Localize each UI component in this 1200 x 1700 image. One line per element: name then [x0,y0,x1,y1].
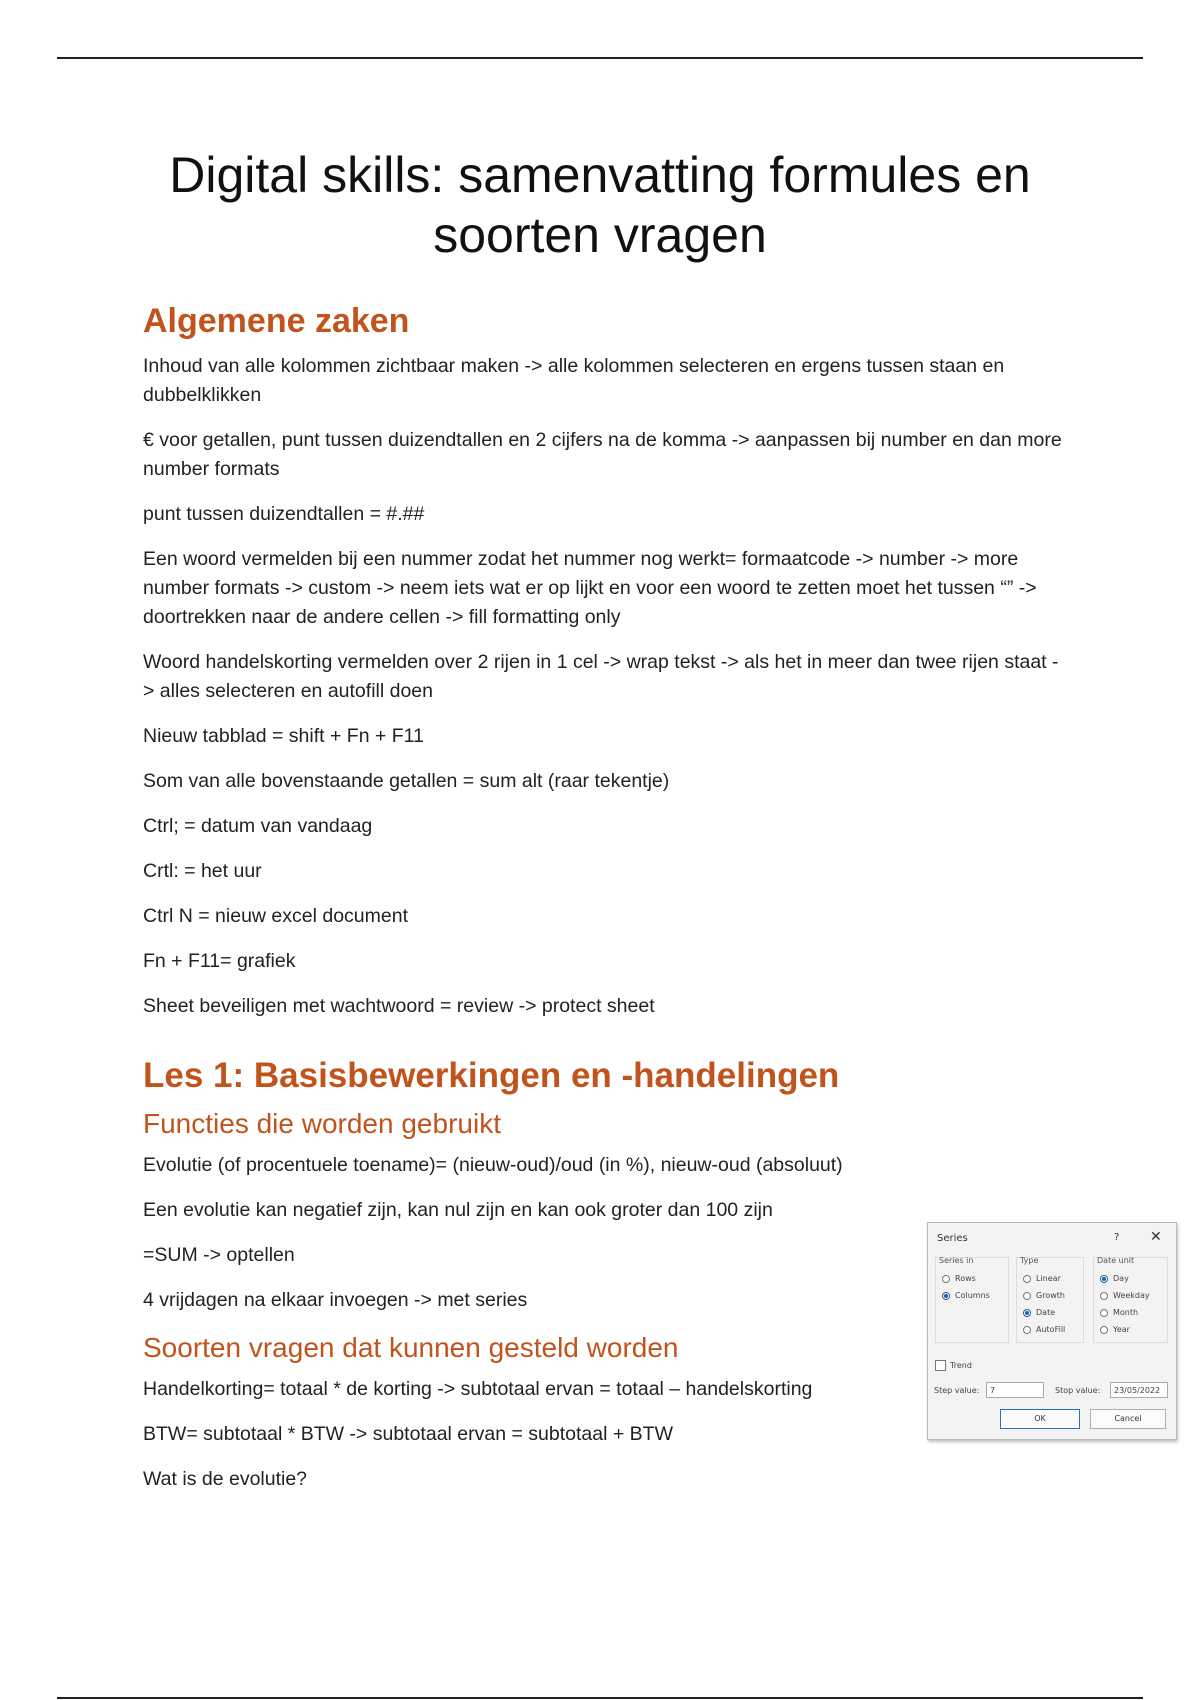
paragraph: Som van alle bovenstaande getallen = sum alt (raar tekentje) [143,770,670,792]
type-group [1016,1257,1084,1343]
ok-button[interactable]: OK [1000,1409,1080,1429]
radio-autofill[interactable] [1023,1325,1065,1334]
radio-label: Year [1113,1325,1130,1334]
paragraph: BTW= subtotaal * BTW -> subtotaal ervan = subtotaal + BTW [143,1423,673,1445]
top-rule [57,57,1143,59]
series-in-label: Series in [939,1256,974,1265]
heading-les-1: Les 1: Basisbewerkingen en -handelingen [143,1056,840,1095]
paragraph: Sheet beveiligen met wachtwoord = review -> protect sheet [143,995,655,1017]
type-label: Type [1020,1256,1039,1265]
cancel-button[interactable]: Cancel [1090,1409,1166,1429]
paragraph: Handelkorting= totaal * de korting -> subtotaal ervan = totaal – handelskorting [143,1378,813,1400]
paragraph: Woord handelskorting vermelden over 2 rijen in 1 cel -> wrap tekst -> als het in meer dan twee rijen staat -> alles selecteren en autofill doen [143,651,1059,702]
paragraph: € voor getallen, punt tussen duizendtallen en 2 cijfers na de komma -> aanpassen bij number en dan more number formats [143,429,1062,480]
paragraph: Wat is de evolutie? [143,1468,308,1490]
help-icon[interactable]: ? [1114,1232,1120,1243]
subheading-functies: Functies die worden gebruikt [143,1108,501,1139]
radio-label: Rows [955,1274,976,1283]
paragraph: Een evolutie kan negatief zijn, kan nul zijn en kan ook groter dan 100 zijn [143,1199,773,1221]
step-value-input[interactable]: 7 [986,1382,1044,1398]
radio-columns[interactable] [942,1291,990,1300]
radio-label: Day [1113,1274,1129,1283]
paragraph: Ctrl; = datum van vandaag [143,815,373,837]
radio-linear[interactable] [1023,1274,1061,1283]
paragraph: Een woord vermelden bij een nummer zodat het nummer nog werkt= formaatcode -> number -> more number formats -> custom -> neem iets wat er op lijkt en voor een woord te zetten moet het tussen “” -> doortrekken naar de andere cellen -> fill formatting only [143,548,1037,628]
radio-label: Growth [1036,1291,1065,1300]
series-dialog-image [927,1222,1177,1440]
paragraph: Evolutie (of procentuele toename)= (nieuw-oud)/oud (in %), nieuw-oud (absoluut) [143,1154,843,1176]
bottom-rule [57,1697,1143,1699]
paragraph: =SUM -> optellen [143,1244,295,1266]
dialog-title: Series [937,1233,968,1244]
radio-selected-icon [942,1292,950,1300]
radio-label: AutoFill [1036,1325,1066,1334]
radio-icon [1023,1292,1031,1300]
radio-growth[interactable] [1023,1291,1065,1300]
stop-value-input[interactable]: 23/05/2022 [1110,1382,1168,1398]
paragraph: Ctrl N = nieuw excel document [143,905,408,927]
radio-label: Date [1036,1308,1056,1317]
trend-checkbox[interactable] [935,1360,972,1371]
paragraph: punt tussen duizendtallen = #.## [143,503,425,525]
checkbox-icon [935,1360,946,1371]
radio-date[interactable] [1023,1308,1055,1317]
radio-icon [1023,1326,1031,1334]
close-icon[interactable]: ✕ [1150,1229,1162,1245]
heading-algemene-zaken: Algemene zaken [143,302,410,340]
paragraph: Crtl: = het uur [143,860,262,882]
radio-icon [1100,1326,1108,1334]
subheading-soorten-vragen: Soorten vragen dat kunnen gesteld worden [143,1332,679,1363]
radio-year[interactable] [1100,1325,1130,1334]
radio-rows[interactable] [942,1274,976,1283]
radio-label: Linear [1036,1274,1061,1283]
radio-day[interactable] [1100,1274,1129,1283]
radio-selected-icon [1100,1275,1108,1283]
radio-label: Columns [955,1291,990,1300]
date-unit-label: Date unit [1097,1256,1135,1265]
radio-icon [1100,1292,1108,1300]
radio-label: Weekday [1113,1291,1150,1300]
series-in-group [935,1257,1009,1343]
stop-value-label: Stop value: [1055,1386,1101,1395]
paragraph: 4 vrijdagen na elkaar invoegen -> met series [143,1289,528,1311]
document-title: Digital skills: samenvatting formules en soorten vragen [169,147,1031,263]
radio-icon [1100,1309,1108,1317]
step-value-label: Step value: [934,1386,980,1395]
radio-selected-icon [1023,1309,1031,1317]
paragraph: Fn + F11= grafiek [143,950,296,972]
radio-weekday[interactable] [1100,1291,1150,1300]
date-unit-group [1093,1257,1168,1343]
radio-icon [1023,1275,1031,1283]
paragraph: Inhoud van alle kolommen zichtbaar maken -> alle kolommen selecteren en ergens tussen staan en dubbelklikken [143,355,1005,406]
radio-label: Month [1113,1308,1139,1317]
radio-icon [942,1275,950,1283]
trend-label: Trend [950,1361,972,1370]
radio-month[interactable] [1100,1308,1138,1317]
paragraph: Nieuw tabblad = shift + Fn + F11 [143,725,424,747]
